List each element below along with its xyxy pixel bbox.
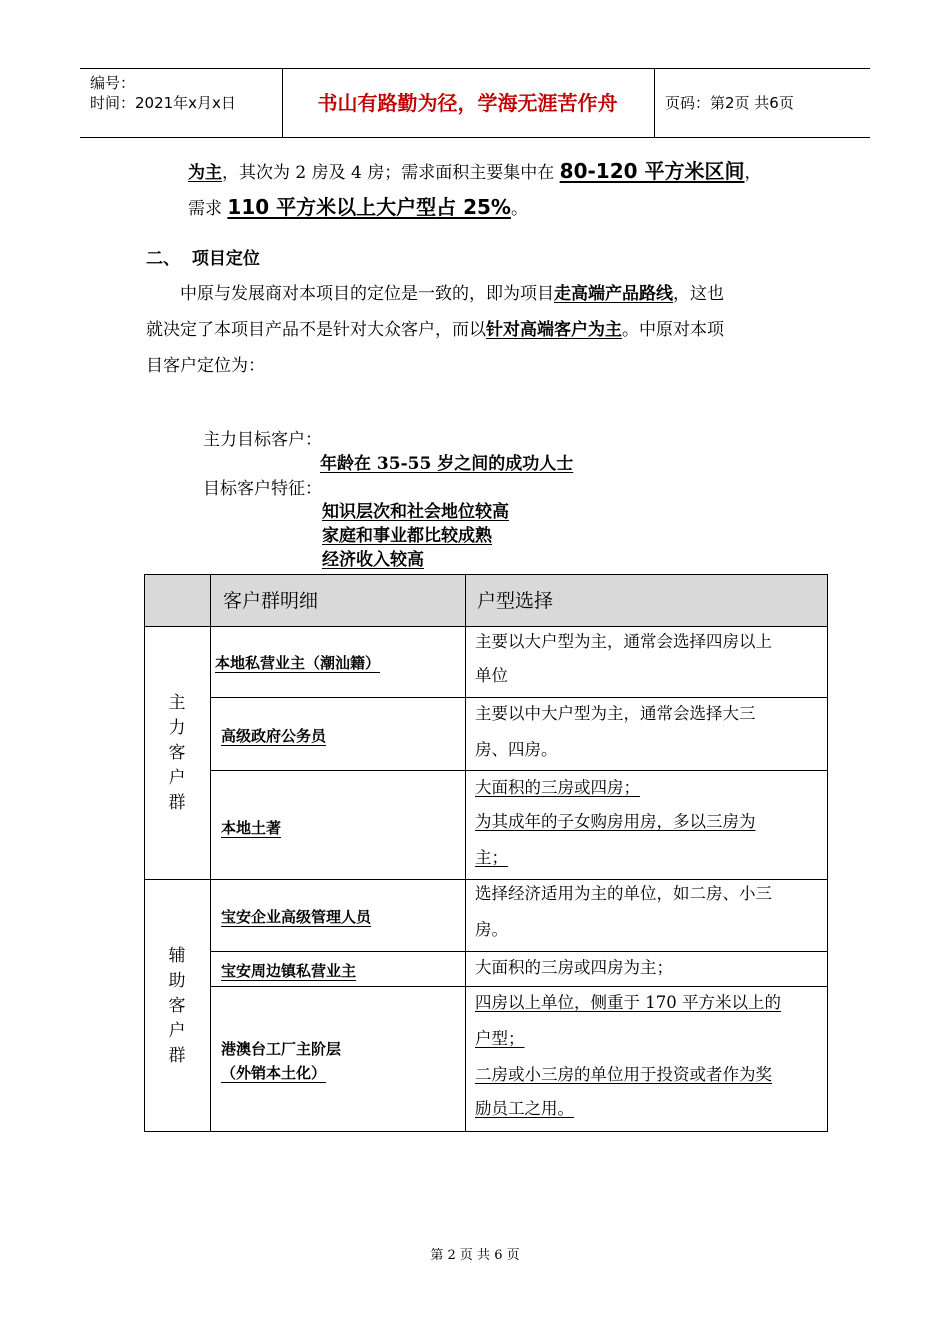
paragraph-line-2 [146,312,724,348]
unit-choice-line: 单位 [475,666,508,685]
unit-choice-line: 户型； [475,1029,525,1048]
unit-choice-line: 大面积的三房或四房为主； [475,958,673,977]
unit-choice-line: 大面积的三房或四房； [475,778,640,797]
paragraph-text: 中原与发展商对本项目的定位是一致的，即为项目 [180,284,554,304]
customer-table [144,574,828,1132]
grid-line [210,575,211,1131]
area-range: 80-120 平方米区间 [559,159,745,183]
page-header [80,68,870,138]
paragraph-text: 就决定了本项目产品不是针对大众客户，而以 [146,320,486,340]
large-unit-share: 110 平方米以上大户型占 25% [227,195,511,219]
header-divider [282,69,283,137]
unit-choice-line: 房、四房。 [475,740,558,759]
customer-name: 宝安企业高级管理人员 [221,908,372,926]
trait-item: 知识层次和社会地位较高 [322,502,509,522]
unit-choice-line: 四房以上单位，侧重于 170 平方米以上的 [475,993,781,1012]
main-target-value: 年龄在 35-55 岁之间的成功人士 [320,454,574,474]
customer-name: 高级政府公务员 [221,727,327,745]
unit-choice-line [475,625,772,659]
positioning-emphasis: 走高端产品路线 [554,284,673,304]
unit-choice-line: 为其成年的子女购房用房，多以三房为 [475,812,756,831]
unit-choice-line: 选择经济适用为主的单位，如二房、小三 [475,884,772,903]
unit-choice-text: 主要以大户型为主，通常会选择四房以上 [475,632,772,651]
page-indicator: 页码：第2页 共6页 [665,94,794,112]
trait-item: 家庭和事业都比较成熟 [322,526,492,546]
unit-choice-line: 房。 [475,920,508,939]
customer-name: 港澳台工厂主阶层 [221,1040,342,1058]
intro-text: ， [744,163,762,183]
header-meta [90,69,280,141]
section-heading: 二、 项目定位 [146,249,260,269]
header-motto: 书山有路勤为径，学海无涯苦作舟 [317,91,618,115]
target-emphasis: 针对高端客户为主 [486,320,622,340]
intro-line-1 [188,153,762,191]
unit-choice-line: 主； [475,848,508,867]
traits-label: 目标客户特征： [203,479,322,499]
col-header-unit-choice: 户型选择 [477,590,554,612]
col-header-detail: 客户群明细 [223,590,319,612]
group-auxiliary: 辅助客户群 [168,946,186,1066]
intro-text: 需求 [188,199,228,219]
customer-name-note: （外销本土化） [221,1064,327,1082]
customer-name: 本地私营业主（潮汕籍） [215,654,381,672]
page-footer: 第 2 页 共 6 页 [430,1248,520,1263]
trait-item: 经济收入较高 [322,550,424,570]
unit-choice-line: 励员工之用。 [475,1099,574,1118]
intro-line-2 [188,189,528,227]
intro-emphasis: 为主 [188,163,222,183]
unit-choice-line: 二房或小三房的单位用于投资或者作为奖 [475,1065,772,1084]
paragraph-text: ，这也 [673,284,724,304]
grid-line [465,575,466,1131]
main-target-label: 主力目标客户： [203,430,322,450]
customer-name: 本地土著 [221,819,282,837]
customer-name: 宝安周边镇私营业主 [221,962,357,980]
group-main: 主力客户群 [168,693,186,813]
paragraph-text: 。中原对本项 [622,320,724,340]
header-divider [654,69,655,137]
intro-text: 。 [510,199,528,219]
unit-choice-line: 主要以中大户型为主，通常会选择大三 [475,704,756,723]
paragraph-line-1 [180,276,724,312]
paragraph-line-3: 目客户定位为： [146,356,265,376]
intro-text: ，其次为 2 房及 4 房；需求面积主要集中在 [222,163,560,183]
time-label: 时间：2021年x月x日 [90,94,236,112]
number-label: 编号： [90,74,136,92]
